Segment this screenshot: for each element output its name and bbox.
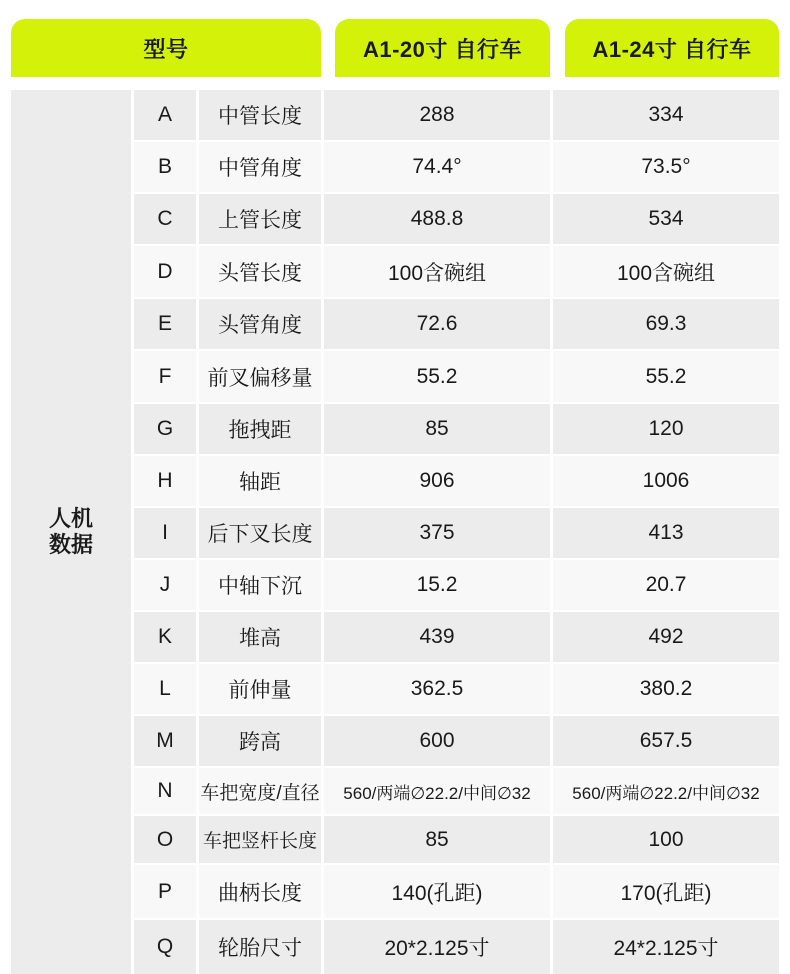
header-model-label: 型号 [143, 36, 189, 62]
row-value-a1-20: 375 [324, 508, 550, 558]
row-value-a1-24: 24*2.125寸 [553, 920, 779, 974]
row-letter: D [134, 246, 196, 297]
table-row [134, 508, 779, 558]
table-row [134, 351, 779, 402]
row-value-a1-24: 334 [553, 90, 779, 140]
header-a1-24 [565, 19, 779, 77]
row-letter: M [134, 716, 196, 766]
row-value-a1-20: 288 [324, 90, 550, 140]
table-row [134, 246, 779, 297]
table-row [134, 865, 779, 918]
row-name: 车把宽度/直径 [199, 768, 321, 814]
table-row [134, 816, 779, 863]
row-value-a1-20: 100含碗组 [324, 246, 550, 297]
row-value-a1-24: 69.3 [553, 299, 779, 349]
row-name: 头管长度 [199, 246, 321, 297]
row-name: 中管长度 [199, 90, 321, 140]
table-row [134, 404, 779, 454]
row-value-a1-24: 657.5 [553, 716, 779, 766]
row-letter: C [134, 194, 196, 244]
table-row [134, 612, 779, 662]
row-letter: Q [134, 920, 196, 974]
row-name: 头管角度 [199, 299, 321, 349]
row-letter: L [134, 664, 196, 714]
row-value-a1-24: 120 [553, 404, 779, 454]
table-row [134, 664, 779, 714]
row-value-a1-24: 20.7 [553, 560, 779, 610]
row-letter: F [134, 351, 196, 402]
row-value-a1-24: 55.2 [553, 351, 779, 402]
table-row [134, 90, 779, 140]
row-value-a1-20: 20*2.125寸 [324, 920, 550, 974]
header-a1-20-label: A1-20寸 自行车 [362, 36, 523, 62]
table-row [134, 716, 779, 766]
row-value-a1-20: 85 [324, 816, 550, 863]
row-value-a1-24: 413 [553, 508, 779, 558]
row-value-a1-24: 560/两端∅22.2/中间∅32 [553, 768, 779, 814]
row-letter: G [134, 404, 196, 454]
row-name: 前叉偏移量 [199, 351, 321, 402]
row-value-a1-24: 100含碗组 [553, 246, 779, 297]
row-value-a1-24: 380.2 [553, 664, 779, 714]
row-value-a1-20: 362.5 [324, 664, 550, 714]
table-row [134, 920, 779, 974]
row-value-a1-20: 488.8 [324, 194, 550, 244]
row-name: 轮胎尺寸 [199, 920, 321, 974]
row-value-a1-24: 100 [553, 816, 779, 863]
row-letter: I [134, 508, 196, 558]
row-value-a1-20: 600 [324, 716, 550, 766]
header-model [11, 19, 321, 77]
table-row [134, 194, 779, 244]
row-value-a1-20: 15.2 [324, 560, 550, 610]
table-row [134, 142, 779, 192]
row-value-a1-24: 1006 [553, 456, 779, 506]
table-row [134, 768, 779, 814]
header-a1-20 [335, 19, 550, 77]
row-value-a1-24: 534 [553, 194, 779, 244]
header-a1-24-label: A1-24寸 自行车 [592, 36, 752, 62]
row-value-a1-24: 170(孔距) [553, 865, 779, 918]
row-letter: B [134, 142, 196, 192]
row-value-a1-24: 492 [553, 612, 779, 662]
row-letter: P [134, 865, 196, 918]
row-value-a1-24: 73.5° [553, 142, 779, 192]
row-name: 跨高 [199, 716, 321, 766]
row-letter: H [134, 456, 196, 506]
row-letter: E [134, 299, 196, 349]
row-letter: J [134, 560, 196, 610]
row-value-a1-20: 85 [324, 404, 550, 454]
table-row [134, 299, 779, 349]
row-name: 拖拽距 [199, 404, 321, 454]
row-letter: K [134, 612, 196, 662]
row-name: 中管角度 [199, 142, 321, 192]
row-name: 中轴下沉 [199, 560, 321, 610]
section-label: 人机数据 [48, 506, 93, 557]
row-name: 轴距 [199, 456, 321, 506]
row-letter: A [134, 90, 196, 140]
row-name: 上管长度 [199, 194, 321, 244]
row-value-a1-20: 55.2 [324, 351, 550, 402]
row-letter: N [134, 768, 196, 814]
row-value-a1-20: 140(孔距) [324, 865, 550, 918]
row-name: 后下叉长度 [199, 508, 321, 558]
row-name: 前伸量 [199, 664, 321, 714]
table-row [134, 456, 779, 506]
row-value-a1-20: 72.6 [324, 299, 550, 349]
row-name: 曲柄长度 [199, 865, 321, 918]
row-letter: O [134, 816, 196, 863]
row-value-a1-20: 560/两端∅22.2/中间∅32 [324, 768, 550, 814]
row-value-a1-20: 906 [324, 456, 550, 506]
row-name: 车把竖杆长度 [199, 816, 321, 863]
row-value-a1-20: 74.4° [324, 142, 550, 192]
section-label-cell [11, 90, 131, 974]
row-value-a1-20: 439 [324, 612, 550, 662]
row-name: 堆高 [199, 612, 321, 662]
table-row [134, 560, 779, 610]
